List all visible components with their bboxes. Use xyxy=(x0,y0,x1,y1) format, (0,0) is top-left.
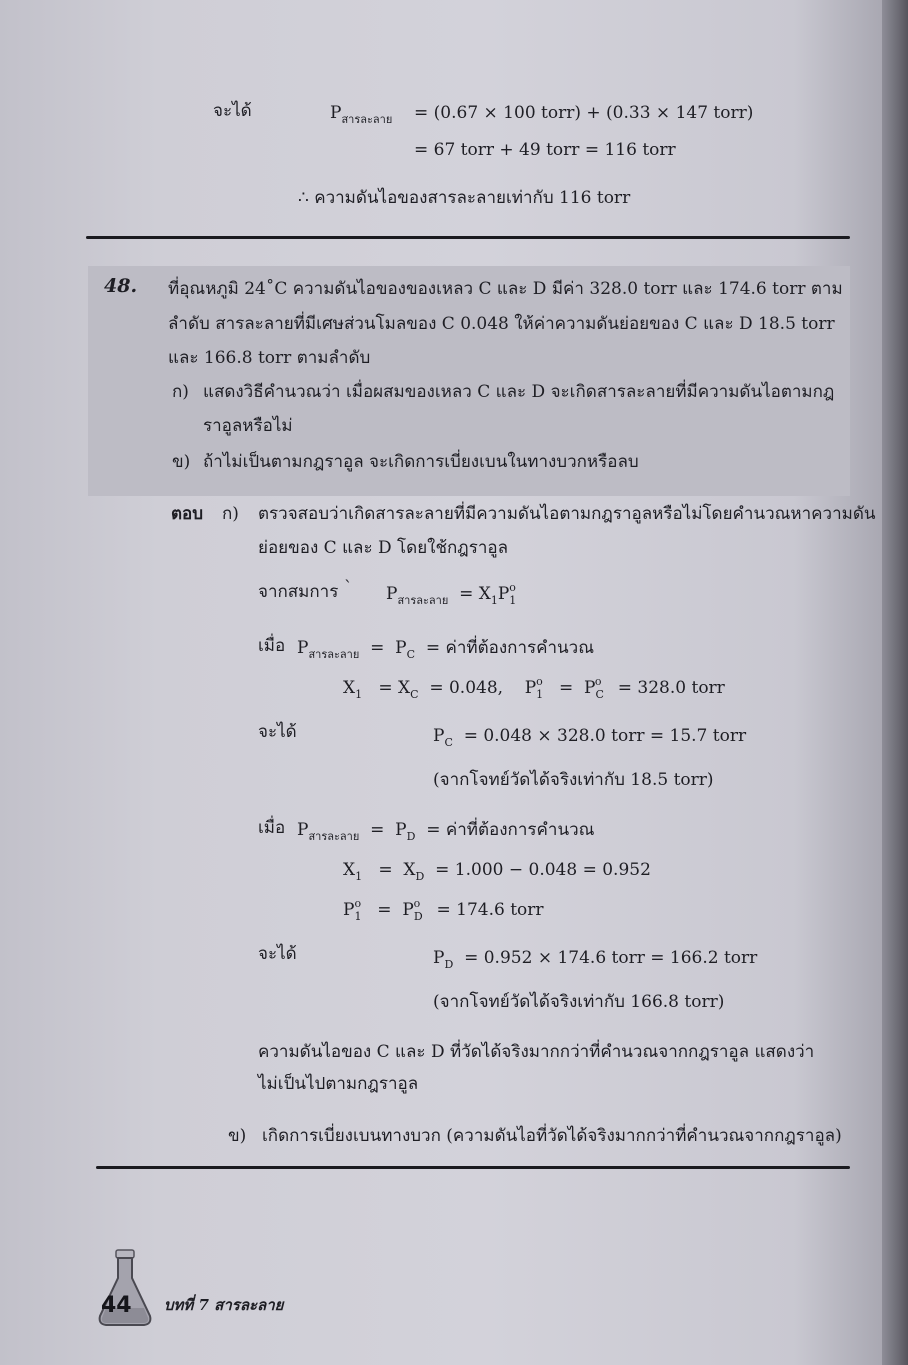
then-d-label: จะได้ xyxy=(258,944,297,964)
when-c-label: เมื่อ xyxy=(258,636,286,656)
answer-a-label: ก) xyxy=(222,504,239,524)
problem-a-label: ก) xyxy=(172,382,189,402)
chapter-title: บทที่ 7 สารละลาย xyxy=(164,1296,284,1314)
page-number: 44 xyxy=(101,1293,132,1318)
problem-a-line-2: ราอูลหรือไม่ xyxy=(203,416,293,436)
then-c-label: จะได้ xyxy=(258,722,297,742)
answer-label: ตอบ xyxy=(171,504,204,524)
p1d-line: $P_1^o$ = $P_D^o$ = 174.6 torr xyxy=(343,897,544,923)
pc-note: (จากโจทย์วัดได้จริงเท่ากับ 18.5 torr) xyxy=(433,770,714,790)
problem-line-2: ลำดับ สารละลายที่มีเศษส่วนโมลของ C 0.048 ให้ค่าความดันย่อยของ C และ D 18.5 torr xyxy=(168,314,835,334)
problem-b-line-1: ถ้าไม่เป็นตามกฎราอูล จะเกิดการเบี่ยงเบนในทางบวกหรือลบ xyxy=(203,452,639,472)
xc-line: $X_1$ = $X_C = 0.048$, $P_1^o$ = $P_C^o$ = 328.0 torr xyxy=(343,675,725,701)
problem-a-line-1: แสดงวิธีคำนวณว่า เมื่อผสมของเหลว C และ D จะเกิดสารละลายที่มีความดันไอตามกฎ xyxy=(203,382,835,402)
top-p-symbol: $P_{สารละลาย}$ xyxy=(330,103,393,126)
answer-b-text: เกิดการเบี่ยงเบนทางบวก (ความดันไอที่วัดได้จริงมากกว่าที่คำนวณจากกฎราอูล) xyxy=(262,1126,842,1146)
raoult-equation: $P_{สารละลาย} = X_1P_1^o$ xyxy=(386,581,517,607)
divider-top xyxy=(86,236,850,239)
page-edge xyxy=(882,0,908,1365)
top-label: จะได้ xyxy=(213,101,252,121)
top-eq2: = 67 torr + 49 torr = 116 torr xyxy=(414,140,676,160)
pd-note: (จากโจทย์วัดได้จริงเท่ากับ 166.8 torr) xyxy=(433,992,725,1012)
from-equation-label: จากสมการ xyxy=(258,582,339,602)
summary-line-2: ไม่เป็นไปตามกฎราอูล xyxy=(258,1074,419,1094)
top-conclusion: ∴ ความดันไอของสารละลายเท่ากับ 116 torr xyxy=(298,188,631,208)
top-eq1: = (0.67 × 100 torr) + (0.33 × 147 torr) xyxy=(414,103,754,123)
problem-line-1: ที่อุณหภูมิ 24˚C ความดันไอของของเหลว C และ D มีค่า 328.0 torr และ 174.6 torr ตาม xyxy=(168,279,843,299)
pd-definition: $P_{สารละลาย} = P_D$ = ค่าที่ต้องการคำนวณ xyxy=(297,820,595,843)
problem-b-label: ข) xyxy=(172,452,191,472)
answer-b-label: ข) xyxy=(228,1126,247,1146)
answer-a-line-1: ตรวจสอบว่าเกิดสารละลายที่มีความดันไอตามกฎราอูลหรือไม่โดยคำนวณหาความดัน xyxy=(258,504,876,524)
xd-line: $X_1$ = $X_D = 1.000 - 0.048 = 0.952$ xyxy=(343,860,651,883)
problem-line-3: และ 166.8 torr ตามลำดับ xyxy=(168,348,371,368)
problem-number: 48. xyxy=(104,275,138,297)
summary-line-1: ความดันไอของ C และ D ที่วัดได้จริงมากกว่าที่คำนวณจากกฎราอูล แสดงว่า xyxy=(258,1042,815,1062)
answer-a-line-2: ย่อยของ C และ D โดยใช้กฎราอูล xyxy=(258,538,509,558)
pd-calculation: $P_D = 0.952 \times 174.6$ torr = 166.2 torr xyxy=(433,948,758,971)
pc-definition: $P_{สารละลาย} = P_C$ = ค่าที่ต้องการคำนวณ xyxy=(297,638,594,661)
stray-tick: ` xyxy=(344,578,353,598)
when-d-label: เมื่อ xyxy=(258,818,286,838)
divider-bottom xyxy=(96,1166,850,1169)
pc-calculation: $P_C = 0.048 \times 328.0$ torr = 15.7 torr xyxy=(433,726,747,749)
